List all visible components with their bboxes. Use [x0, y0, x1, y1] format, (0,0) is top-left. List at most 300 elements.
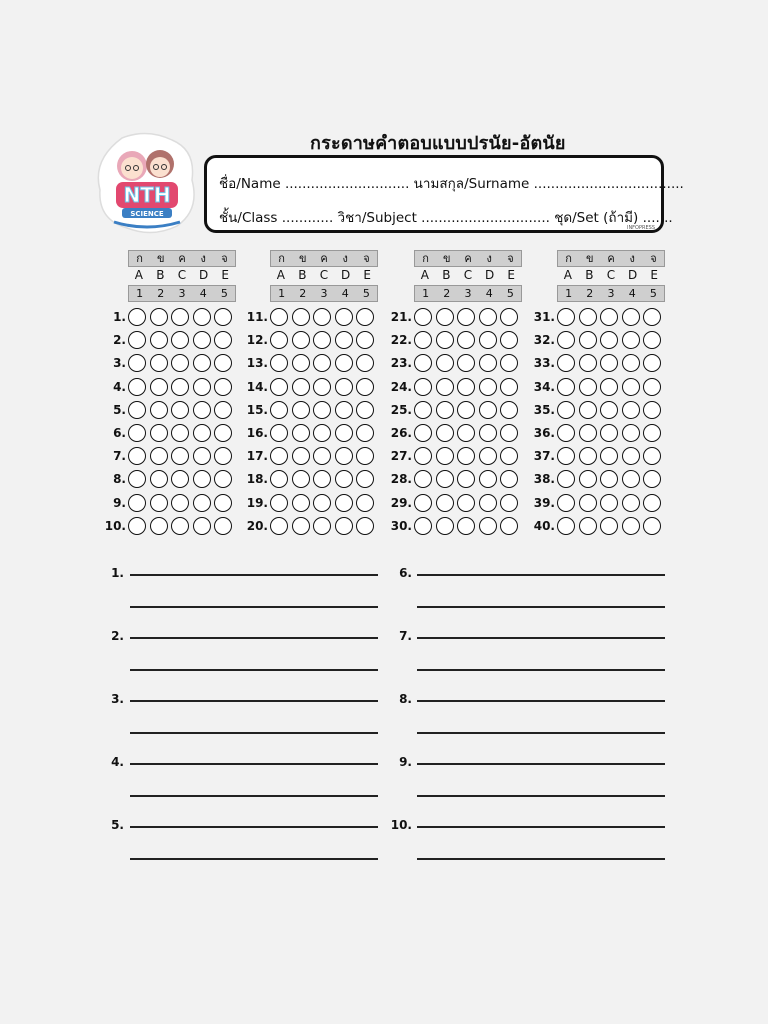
answer-bubble[interactable]: [193, 470, 211, 488]
answer-bubble[interactable]: [643, 517, 661, 535]
answer-bubble[interactable]: [150, 354, 168, 372]
answer-bubble[interactable]: [500, 308, 518, 326]
answer-bubble[interactable]: [500, 447, 518, 465]
answer-bubble[interactable]: [128, 354, 146, 372]
question-row: [384, 492, 522, 514]
answer-bubble[interactable]: [622, 494, 640, 512]
answer-line[interactable]: [130, 858, 378, 860]
choice-header-numbers: [128, 285, 236, 302]
question-number: 31.: [533, 310, 555, 324]
answer-bubble[interactable]: [193, 401, 211, 419]
question-number: 4.: [113, 379, 126, 394]
answer-bubble[interactable]: [643, 494, 661, 512]
answer-bubble[interactable]: [128, 517, 146, 535]
answer-bubble[interactable]: [579, 331, 597, 349]
answer-bubble[interactable]: [600, 308, 618, 326]
question-number: 30.: [390, 518, 412, 533]
answer-bubble[interactable]: [622, 308, 640, 326]
answer-bubble[interactable]: [171, 424, 189, 442]
answer-bubble[interactable]: [356, 517, 374, 535]
answer-bubble[interactable]: [414, 517, 432, 535]
choice-label: ง: [486, 252, 492, 265]
answer-bubble[interactable]: [292, 424, 310, 442]
answer-bubble[interactable]: [193, 354, 211, 372]
question-row: [98, 468, 236, 490]
answer-bubble[interactable]: [557, 354, 575, 372]
answer-bubble[interactable]: [214, 424, 232, 442]
answer-bubble[interactable]: [171, 354, 189, 372]
question-row: [384, 422, 522, 444]
answer-bubble[interactable]: [214, 401, 232, 419]
answer-bubble[interactable]: [436, 470, 454, 488]
question-row: [240, 515, 378, 537]
answer-bubble[interactable]: [457, 494, 475, 512]
answer-bubble[interactable]: [193, 424, 211, 442]
answer-bubble[interactable]: [457, 378, 475, 396]
answer-bubble[interactable]: [335, 517, 353, 535]
choice-label: A: [420, 268, 429, 282]
answer-bubble[interactable]: [214, 470, 232, 488]
answer-bubble[interactable]: [313, 378, 331, 396]
answer-bubble[interactable]: [600, 401, 618, 419]
answer-bubble[interactable]: [436, 401, 454, 419]
answer-line[interactable]: [130, 637, 378, 639]
answer-bubble[interactable]: [622, 424, 640, 442]
answer-bubble[interactable]: [643, 424, 661, 442]
choice-label: ข: [157, 252, 165, 265]
choice-label: 4: [199, 287, 207, 300]
choice-label: 3: [464, 287, 472, 300]
answer-bubble[interactable]: [500, 470, 518, 488]
answer-bubble[interactable]: [128, 424, 146, 442]
answer-bubble[interactable]: [150, 494, 168, 512]
answer-bubble[interactable]: [622, 331, 640, 349]
answer-bubble[interactable]: [457, 308, 475, 326]
choice-label: 2: [443, 287, 451, 300]
choice-header-numbers: [414, 285, 522, 302]
question-row: [240, 352, 378, 374]
answer-bubble[interactable]: [414, 447, 432, 465]
answer-bubble[interactable]: [457, 517, 475, 535]
answer-bubble[interactable]: [270, 354, 288, 372]
answer-line[interactable]: [130, 574, 378, 576]
answer-bubble[interactable]: [579, 308, 597, 326]
answer-bubble[interactable]: [579, 424, 597, 442]
answer-bubble[interactable]: [292, 470, 310, 488]
answer-bubble[interactable]: [557, 378, 575, 396]
answer-bubble[interactable]: [643, 378, 661, 396]
choice-label: D: [340, 268, 351, 282]
answer-bubble[interactable]: [622, 401, 640, 419]
choice-label: 2: [299, 287, 307, 300]
question-number: 19.: [246, 495, 268, 510]
answer-bubble[interactable]: [150, 447, 168, 465]
answer-bubble[interactable]: [313, 308, 331, 326]
answer-bubble[interactable]: [150, 517, 168, 535]
question-row: [527, 492, 665, 514]
answer-bubble[interactable]: [622, 354, 640, 372]
answer-bubble[interactable]: [479, 424, 497, 442]
choice-label: จ: [650, 252, 657, 265]
answer-bubble[interactable]: [479, 517, 497, 535]
question-number: 34.: [533, 379, 555, 394]
choice-label: 1: [136, 287, 144, 300]
answer-bubble[interactable]: [171, 331, 189, 349]
choice-label: ค: [607, 252, 615, 265]
answer-bubble[interactable]: [214, 494, 232, 512]
answer-bubble[interactable]: [600, 378, 618, 396]
question-number: 39.: [533, 495, 555, 510]
answer-bubble[interactable]: [414, 331, 432, 349]
choice-header-thai: [128, 250, 236, 267]
choice-label: ค: [178, 252, 186, 265]
choice-label: ง: [629, 252, 635, 265]
answer-bubble[interactable]: [479, 494, 497, 512]
answer-bubble[interactable]: [193, 331, 211, 349]
answer-bubble[interactable]: [643, 331, 661, 349]
answer-bubble[interactable]: [479, 470, 497, 488]
question-row: [240, 376, 378, 398]
answer-bubble[interactable]: [557, 424, 575, 442]
answer-bubble[interactable]: [292, 378, 310, 396]
answer-bubble[interactable]: [356, 378, 374, 396]
choice-label: ก: [278, 252, 285, 265]
question-row: [98, 329, 236, 351]
answer-bubble[interactable]: [436, 517, 454, 535]
answer-bubble[interactable]: [270, 378, 288, 396]
answer-bubble[interactable]: [335, 494, 353, 512]
answer-bubble[interactable]: [500, 517, 518, 535]
answer-bubble[interactable]: [356, 494, 374, 512]
answer-bubble[interactable]: [436, 424, 454, 442]
answer-bubble[interactable]: [457, 470, 475, 488]
choice-label: 4: [628, 287, 636, 300]
answer-bubble[interactable]: [643, 470, 661, 488]
answer-bubble[interactable]: [292, 354, 310, 372]
answer-bubble[interactable]: [557, 517, 575, 535]
question-row: [527, 422, 665, 444]
answer-bubble[interactable]: [579, 494, 597, 512]
answer-line[interactable]: [417, 732, 665, 734]
answer-bubble[interactable]: [270, 447, 288, 465]
answer-bubble[interactable]: [414, 470, 432, 488]
choice-header-english: [414, 268, 522, 284]
answer-bubble[interactable]: [214, 331, 232, 349]
answer-bubble[interactable]: [313, 494, 331, 512]
answer-bubble[interactable]: [313, 331, 331, 349]
question-number: 5.: [113, 402, 126, 417]
answer-line[interactable]: [417, 700, 665, 702]
answer-bubble[interactable]: [457, 401, 475, 419]
answer-line[interactable]: [130, 732, 378, 734]
question-number: 37.: [533, 449, 555, 464]
answer-bubble[interactable]: [436, 308, 454, 326]
answer-bubble[interactable]: [171, 378, 189, 396]
question-row: [98, 492, 236, 514]
choice-label: A: [563, 268, 572, 282]
answer-bubble[interactable]: [313, 354, 331, 372]
answer-line[interactable]: [417, 669, 665, 671]
question-row: [384, 376, 522, 398]
answer-bubble[interactable]: [171, 447, 189, 465]
answer-bubble[interactable]: [600, 494, 618, 512]
answer-bubble[interactable]: [643, 354, 661, 372]
answer-bubble[interactable]: [414, 308, 432, 326]
answer-bubble[interactable]: [557, 447, 575, 465]
question-row: [240, 329, 378, 351]
answer-bubble[interactable]: [214, 378, 232, 396]
answer-bubble[interactable]: [622, 447, 640, 465]
written-question-number: 6.: [399, 566, 412, 580]
answer-bubble[interactable]: [313, 401, 331, 419]
question-number: 40.: [533, 518, 555, 533]
written-question-number: 5.: [111, 818, 124, 832]
answer-line[interactable]: [417, 606, 665, 608]
question-number: 7.: [113, 449, 126, 464]
answer-line[interactable]: [417, 763, 665, 765]
question-number: 11.: [246, 310, 268, 324]
answer-bubble[interactable]: [335, 378, 353, 396]
answer-bubble[interactable]: [457, 331, 475, 349]
answer-bubble[interactable]: [193, 517, 211, 535]
answer-bubble[interactable]: [128, 331, 146, 349]
answer-line[interactable]: [130, 700, 378, 702]
answer-bubble[interactable]: [171, 308, 189, 326]
answer-bubble[interactable]: [171, 517, 189, 535]
question-number: 16.: [246, 426, 268, 440]
answer-bubble[interactable]: [500, 354, 518, 372]
answer-bubble[interactable]: [600, 447, 618, 465]
answer-bubble[interactable]: [270, 401, 288, 419]
answer-line[interactable]: [130, 606, 378, 608]
answer-bubble[interactable]: [356, 308, 374, 326]
answer-bubble[interactable]: [557, 470, 575, 488]
answer-bubble[interactable]: [150, 424, 168, 442]
answer-bubble[interactable]: [579, 470, 597, 488]
written-question-number: 3.: [111, 692, 124, 706]
answer-bubble[interactable]: [479, 308, 497, 326]
choice-header-english: [270, 268, 378, 284]
answer-bubble[interactable]: [292, 517, 310, 535]
answer-bubble[interactable]: [313, 447, 331, 465]
answer-bubble[interactable]: [150, 331, 168, 349]
answer-bubble[interactable]: [414, 494, 432, 512]
answer-bubble[interactable]: [193, 308, 211, 326]
question-row: [240, 492, 378, 514]
answer-bubble[interactable]: [335, 354, 353, 372]
answer-bubble[interactable]: [270, 517, 288, 535]
answer-bubble[interactable]: [335, 470, 353, 488]
answer-bubble[interactable]: [500, 424, 518, 442]
answer-line[interactable]: [130, 826, 378, 828]
choice-label: จ: [363, 252, 370, 265]
question-number: 38.: [533, 472, 555, 487]
answer-line[interactable]: [417, 574, 665, 576]
answer-bubble[interactable]: [622, 378, 640, 396]
answer-bubble[interactable]: [414, 378, 432, 396]
answer-bubble[interactable]: [335, 308, 353, 326]
answer-line[interactable]: [417, 795, 665, 797]
answer-bubble[interactable]: [128, 308, 146, 326]
answer-bubble[interactable]: [270, 494, 288, 512]
answer-bubble[interactable]: [356, 354, 374, 372]
answer-bubble[interactable]: [313, 424, 331, 442]
question-number: 14.: [246, 379, 268, 394]
question-number: 25.: [390, 402, 412, 417]
choice-label: ง: [200, 252, 206, 265]
question-row: [98, 515, 236, 537]
question-number: 33.: [533, 356, 555, 371]
answer-bubble[interactable]: [600, 470, 618, 488]
info-row-class: ชั้น/Class ............ วิชา/Subject .............................. ชุด/Set (ถ้ามี) .......: [219, 210, 673, 226]
answer-bubble[interactable]: [557, 308, 575, 326]
answer-bubble[interactable]: [150, 378, 168, 396]
answer-bubble[interactable]: [643, 447, 661, 465]
answer-bubble[interactable]: [479, 378, 497, 396]
answer-bubble[interactable]: [479, 331, 497, 349]
choice-label: 5: [506, 287, 514, 300]
answer-bubble[interactable]: [479, 401, 497, 419]
answer-bubble[interactable]: [457, 447, 475, 465]
answer-bubble[interactable]: [270, 470, 288, 488]
written-question-number: 9.: [399, 755, 412, 769]
answer-bubble[interactable]: [150, 308, 168, 326]
question-number: 3.: [113, 356, 126, 371]
choice-label: 2: [157, 287, 165, 300]
answer-bubble[interactable]: [313, 517, 331, 535]
choice-label: ก: [565, 252, 572, 265]
answer-bubble[interactable]: [356, 331, 374, 349]
question-number: 10.: [104, 518, 126, 533]
answer-bubble[interactable]: [479, 354, 497, 372]
answer-bubble[interactable]: [128, 470, 146, 488]
answer-line[interactable]: [130, 669, 378, 671]
answer-line[interactable]: [417, 826, 665, 828]
answer-bubble[interactable]: [193, 378, 211, 396]
choice-label: 3: [607, 287, 615, 300]
answer-bubble[interactable]: [557, 331, 575, 349]
answer-bubble[interactable]: [643, 401, 661, 419]
answer-bubble[interactable]: [270, 331, 288, 349]
question-row: [527, 306, 665, 328]
answer-bubble[interactable]: [579, 447, 597, 465]
answer-line[interactable]: [417, 858, 665, 860]
answer-bubble[interactable]: [414, 354, 432, 372]
answer-bubble[interactable]: [436, 494, 454, 512]
answer-bubble[interactable]: [128, 494, 146, 512]
question-row: [240, 399, 378, 421]
answer-bubble[interactable]: [600, 354, 618, 372]
answer-bubble[interactable]: [292, 447, 310, 465]
answer-bubble[interactable]: [579, 378, 597, 396]
choice-label: จ: [221, 252, 228, 265]
question-row: [384, 445, 522, 467]
answer-bubble[interactable]: [292, 401, 310, 419]
answer-bubble[interactable]: [356, 447, 374, 465]
answer-line[interactable]: [130, 795, 378, 797]
answer-bubble[interactable]: [500, 331, 518, 349]
answer-bubble[interactable]: [193, 494, 211, 512]
choice-label: E: [507, 268, 515, 282]
answer-bubble[interactable]: [436, 331, 454, 349]
choice-label: A: [276, 268, 285, 282]
answer-bubble[interactable]: [171, 494, 189, 512]
answer-bubble[interactable]: [600, 424, 618, 442]
page-title: กระดาษคำตอบแบบปรนัย-อัตนัย: [310, 133, 566, 154]
answer-bubble[interactable]: [414, 424, 432, 442]
answer-bubble[interactable]: [500, 494, 518, 512]
answer-bubble[interactable]: [214, 308, 232, 326]
choice-label: D: [198, 268, 209, 282]
answer-bubble[interactable]: [270, 308, 288, 326]
answer-bubble[interactable]: [171, 401, 189, 419]
answer-bubble[interactable]: [557, 401, 575, 419]
answer-bubble[interactable]: [436, 447, 454, 465]
answer-bubble[interactable]: [479, 447, 497, 465]
answer-bubble[interactable]: [600, 331, 618, 349]
question-number: 32.: [533, 333, 555, 348]
answer-bubble[interactable]: [436, 378, 454, 396]
answer-bubble[interactable]: [622, 517, 640, 535]
question-number: 1.: [113, 310, 126, 324]
answer-bubble[interactable]: [128, 447, 146, 465]
answer-bubble[interactable]: [193, 447, 211, 465]
answer-bubble[interactable]: [557, 494, 575, 512]
written-question-number: 4.: [111, 755, 124, 769]
answer-bubble[interactable]: [457, 424, 475, 442]
choice-header-numbers: [557, 285, 665, 302]
choice-label: D: [484, 268, 495, 282]
answer-bubble[interactable]: [500, 378, 518, 396]
answer-bubble[interactable]: [414, 401, 432, 419]
answer-bubble[interactable]: [292, 494, 310, 512]
answer-bubble[interactable]: [214, 354, 232, 372]
answer-line[interactable]: [417, 637, 665, 639]
choice-label: ข: [299, 252, 307, 265]
answer-bubble[interactable]: [356, 424, 374, 442]
answer-bubble[interactable]: [622, 470, 640, 488]
answer-bubble[interactable]: [579, 517, 597, 535]
answer-bubble[interactable]: [214, 447, 232, 465]
answer-bubble[interactable]: [150, 401, 168, 419]
answer-bubble[interactable]: [356, 470, 374, 488]
answer-bubble[interactable]: [335, 331, 353, 349]
answer-bubble[interactable]: [356, 401, 374, 419]
answer-bubble[interactable]: [579, 354, 597, 372]
answer-bubble[interactable]: [500, 401, 518, 419]
answer-bubble[interactable]: [457, 354, 475, 372]
answer-bubble[interactable]: [313, 470, 331, 488]
answer-bubble[interactable]: [600, 517, 618, 535]
choice-label: 5: [649, 287, 657, 300]
answer-bubble[interactable]: [292, 331, 310, 349]
answer-bubble[interactable]: [335, 424, 353, 442]
answer-bubble[interactable]: [128, 378, 146, 396]
answer-bubble[interactable]: [643, 308, 661, 326]
answer-bubble[interactable]: [171, 470, 189, 488]
answer-bubble[interactable]: [579, 401, 597, 419]
answer-bubble[interactable]: [150, 470, 168, 488]
answer-bubble[interactable]: [292, 308, 310, 326]
answer-bubble[interactable]: [128, 401, 146, 419]
question-row: [384, 329, 522, 351]
answer-bubble[interactable]: [270, 424, 288, 442]
answer-bubble[interactable]: [335, 401, 353, 419]
answer-bubble[interactable]: [335, 447, 353, 465]
answer-bubble[interactable]: [214, 517, 232, 535]
answer-line[interactable]: [130, 763, 378, 765]
answer-bubble[interactable]: [436, 354, 454, 372]
